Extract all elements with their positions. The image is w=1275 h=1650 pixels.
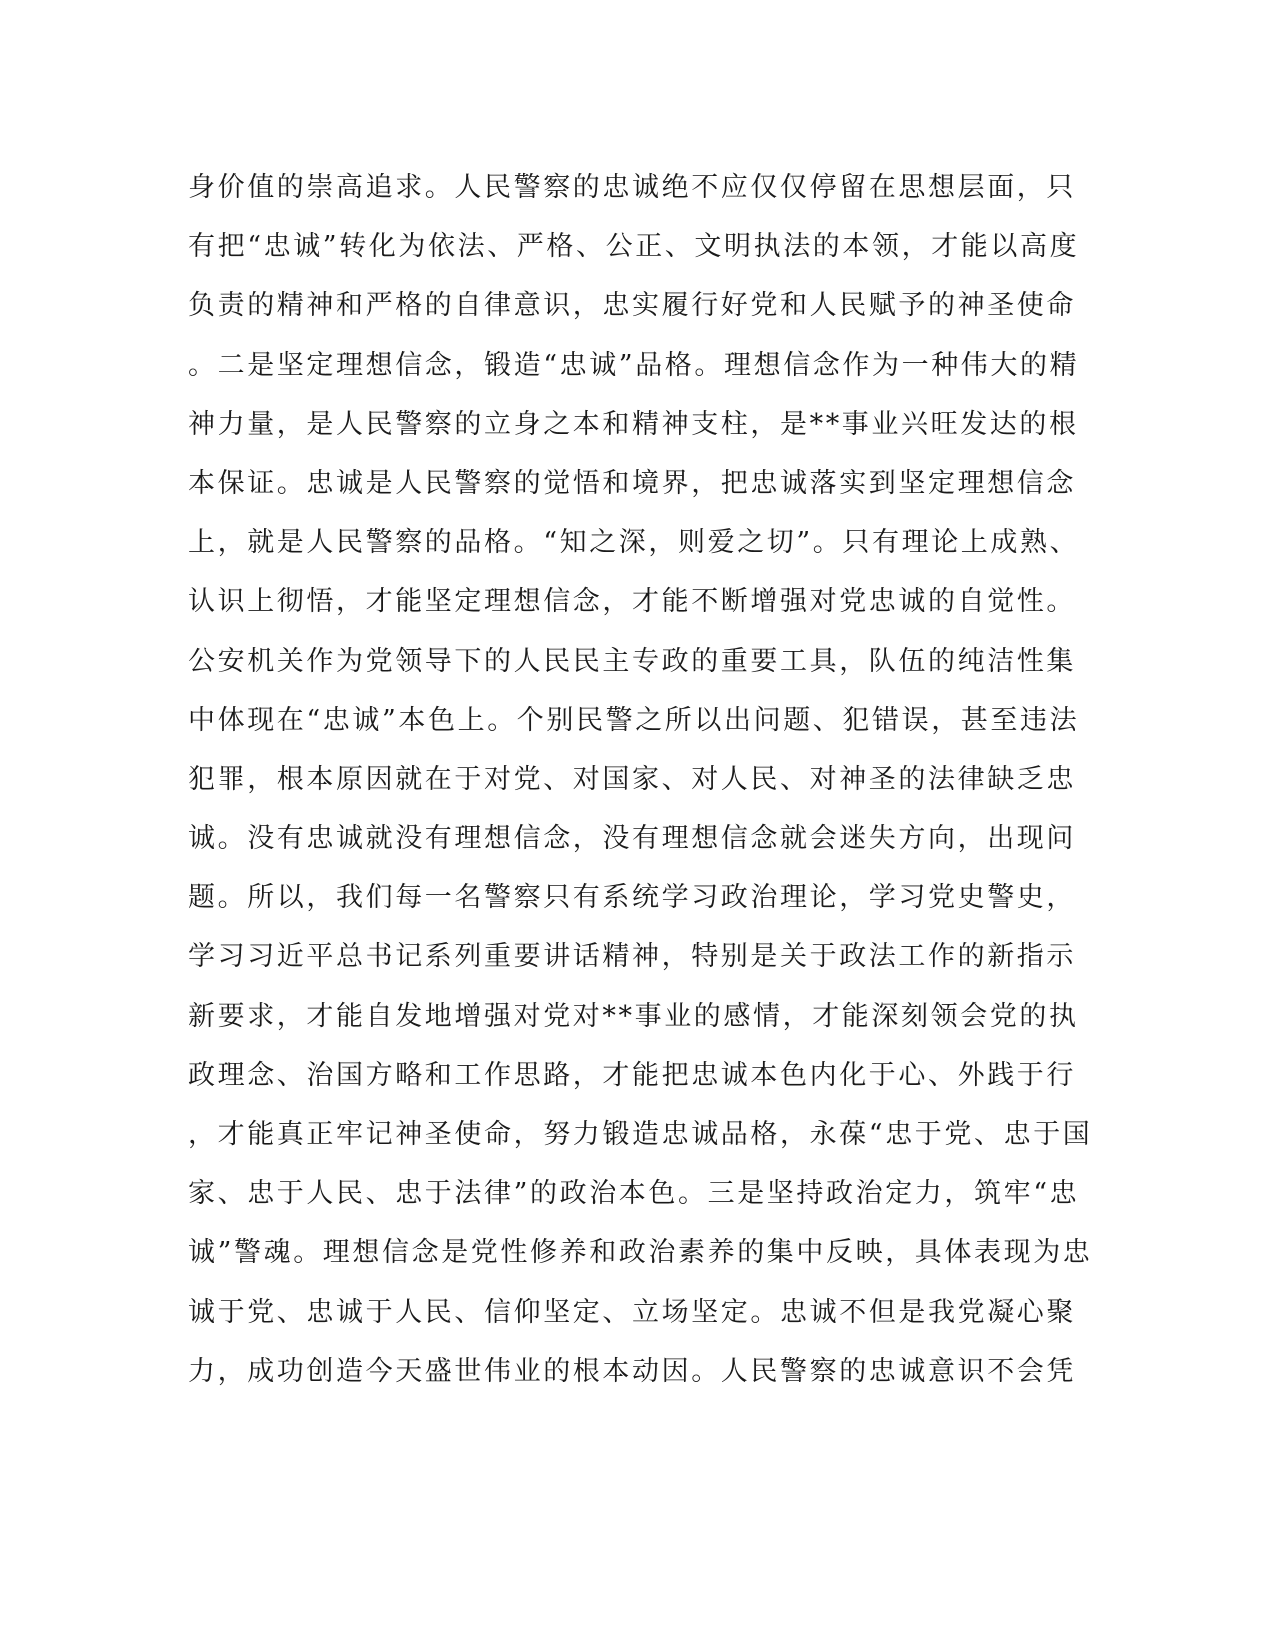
text-line-15: 新要求，才能自发地增强对党对**事业的感情，才能深刻领会党的执 — [188, 1000, 1079, 1032]
text-line-13: 题。所以，我们每一名警察只有系统学习政治理论，学习党史警史， — [188, 882, 1076, 914]
text-line-17: ，才能真正牢记神圣使命，努力锻造忠诚品格，永葆“忠于党、忠于国 — [188, 1119, 1093, 1150]
text-line-8: 认识上彻悟，才能坚定理想信念，才能不断增强对党忠诚的自觉性。 — [188, 586, 1076, 618]
text-line-10: 中体现在“忠诚”本色上。个别民警之所以出问题、犯错误，甚至违法 — [188, 704, 1080, 736]
text-line-1: 身价值的崇高追求。人民警察的忠诚绝不应仅仅停留在思想层面，只 — [188, 172, 1076, 203]
text-line-5: 神力量，是人民警察的立身之本和精神支柱，是**事业兴旺发达的根 — [188, 408, 1079, 440]
text-line-6: 本保证。忠诚是人民警察的觉悟和境界，把忠诚落实到坚定理想信念 — [188, 467, 1076, 499]
text-line-21: 力，成功创造今天盛世伟业的根本动因。人民警察的忠诚意识不会凭 — [188, 1355, 1076, 1387]
body-text — [188, 158, 1093, 1401]
text-line-3: 负责的精神和严格的自律意识，忠实履行好党和人民赋予的神圣使命 — [188, 290, 1076, 322]
text-line-16: 政理念、治国方略和工作思路，才能把忠诚本色内化于心、外践于行 — [188, 1059, 1076, 1091]
text-line-11: 犯罪，根本原因就在于对党、对国家、对人民、对神圣的法律缺乏忠 — [188, 763, 1076, 795]
text-line-2: 有把“忠诚”转化为依法、严格、公正、文明执法的本领，才能以高度 — [188, 231, 1080, 263]
text-line-9: 公安机关作为党领导下的人民民主专政的重要工具，队伍的纯洁性集 — [188, 645, 1076, 677]
text-line-12: 诚。没有忠诚就没有理想信念，没有理想信念就会迷失方向，出现问 — [188, 823, 1076, 855]
text-line-4: 。二是坚定理想信念，锻造“忠诚”品格。理想信念作为一种伟大的精 — [188, 349, 1080, 381]
text-line-20: 诚于党、忠诚于人民、信仰坚定、立场坚定。忠诚不但是我党凝心聚 — [188, 1296, 1076, 1328]
text-line-19: 诚”警魂。理想信念是党性修养和政治素养的集中反映，具体表现为忠 — [188, 1237, 1093, 1269]
text-line-18: 家、忠于人民、忠于法律”的政治本色。三是坚持政治定力，筑牢“忠 — [188, 1178, 1080, 1210]
text-line-7: 上，就是人民警察的品格。“知之深，则爱之切”。只有理论上成熟、 — [188, 527, 1080, 559]
text-line-14: 学习习近平总书记系列重要讲话精神，特别是关于政法工作的新指示 — [188, 941, 1076, 973]
